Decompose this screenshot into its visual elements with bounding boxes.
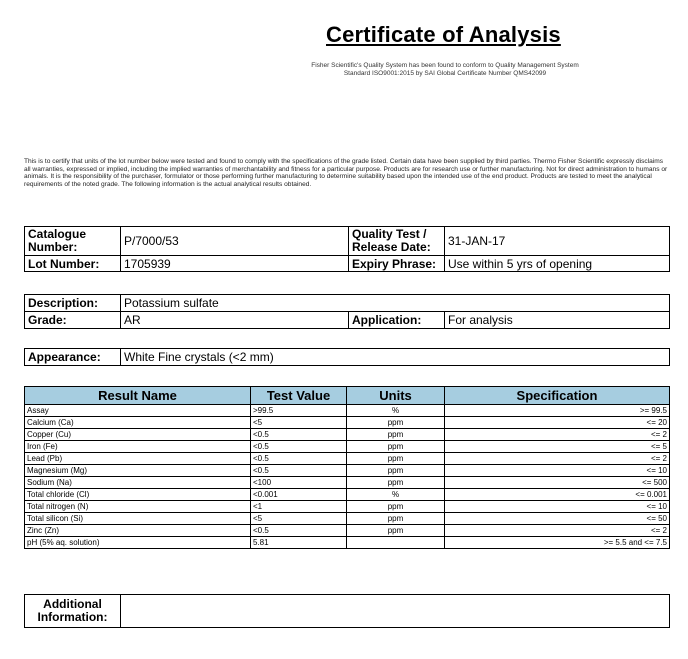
specification: >= 99.5 xyxy=(445,405,670,417)
expiry-phrase-label: Expiry Phrase: xyxy=(349,256,445,272)
lot-number-value: 1705939 xyxy=(121,256,349,272)
result-name: Sodium (Na) xyxy=(25,477,251,489)
result-name: Assay xyxy=(25,405,251,417)
specification: <= 2 xyxy=(445,525,670,537)
test-value: <0.5 xyxy=(251,453,347,465)
table-row xyxy=(25,537,670,549)
test-value: >99.5 xyxy=(251,405,347,417)
specification: <= 500 xyxy=(445,477,670,489)
results-table xyxy=(24,386,670,549)
application-value: For analysis xyxy=(445,312,670,329)
description-label: Description: xyxy=(25,295,121,312)
result-name: Total nitrogen (N) xyxy=(25,501,251,513)
additional-information-table xyxy=(24,594,670,628)
catalogue-number-label: Catalogue Number: xyxy=(25,227,121,256)
test-value-header: Test Value xyxy=(251,387,347,405)
document-title: Certificate of Analysis xyxy=(326,22,561,47)
disclaimer-text: This is to certify that units of the lot number below were tested and found to comply with the specifications of the grade listed. Certain data have been supplied by third parties. Thermo Fisher Scientific expressly disclaims all warranties, expressed or implied, including the implied warranties of merchantability and fitness for a particular purpose. Products are for research use or further manufacturing. Not for direct administration to humans or animals. It is the responsibility of the purchaser, formulator or those performing further manufacturing to determine suitability based upon the intended use of the end product. Products are tested to meet the analytical requirements of the noted grade. The following information is the actual analytical results obtained. xyxy=(24,158,668,188)
result-name: pH (5% aq. solution) xyxy=(25,537,251,549)
specification: <= 2 xyxy=(445,453,670,465)
result-name: Calcium (Ca) xyxy=(25,417,251,429)
test-value: <0.001 xyxy=(251,489,347,501)
units: ppm xyxy=(347,417,445,429)
description-value: Potassium sulfate xyxy=(121,295,670,312)
test-value: <0.5 xyxy=(251,465,347,477)
units: ppm xyxy=(347,453,445,465)
grade-value: AR xyxy=(121,312,349,329)
units: ppm xyxy=(347,501,445,513)
expiry-phrase-value: Use within 5 yrs of opening xyxy=(445,256,670,272)
specification: <= 5 xyxy=(445,441,670,453)
results-header-row xyxy=(25,387,670,405)
specification: >= 5.5 and <= 7.5 xyxy=(445,537,670,549)
units: ppm xyxy=(347,477,445,489)
test-value: <100 xyxy=(251,477,347,489)
units xyxy=(347,537,445,549)
appearance-table xyxy=(24,348,670,366)
appearance-label: Appearance: xyxy=(25,349,121,366)
table-row xyxy=(25,477,670,489)
specification-header: Specification xyxy=(445,387,670,405)
additional-information-value xyxy=(121,595,670,628)
test-value: 5.81 xyxy=(251,537,347,549)
units: ppm xyxy=(347,525,445,537)
units-header: Units xyxy=(347,387,445,405)
result-name: Iron (Fe) xyxy=(25,441,251,453)
units: ppm xyxy=(347,441,445,453)
units: % xyxy=(347,405,445,417)
test-value: <0.5 xyxy=(251,429,347,441)
test-value: <5 xyxy=(251,417,347,429)
table-row xyxy=(25,501,670,513)
appearance-value: White Fine crystals (<2 mm) xyxy=(121,349,670,366)
grade-label: Grade: xyxy=(25,312,121,329)
release-date-value: 31-JAN-17 xyxy=(445,227,670,256)
table-row xyxy=(25,429,670,441)
units: ppm xyxy=(347,465,445,477)
specification: <= 2 xyxy=(445,429,670,441)
specification: <= 0.001 xyxy=(445,489,670,501)
quality-test-label: Quality Test / Release Date: xyxy=(349,227,445,256)
quality-statement: Fisher Scientific's Quality System has been found to conform to Quality Management System Standard ISO9001:2015 by SAI Global Certificate Number QMS42099 xyxy=(311,62,579,77)
units: ppm xyxy=(347,513,445,525)
result-name: Total silicon (Si) xyxy=(25,513,251,525)
table-row xyxy=(25,441,670,453)
table-row xyxy=(25,465,670,477)
result-name: Total chloride (Cl) xyxy=(25,489,251,501)
result-name: Zinc (Zn) xyxy=(25,525,251,537)
table-row xyxy=(25,525,670,537)
result-name: Copper (Cu) xyxy=(25,429,251,441)
result-name: Magnesium (Mg) xyxy=(25,465,251,477)
table-row xyxy=(25,405,670,417)
application-label: Application: xyxy=(349,312,445,329)
specification: <= 10 xyxy=(445,501,670,513)
specification: <= 20 xyxy=(445,417,670,429)
additional-information-label: Additional Information: xyxy=(25,595,121,628)
units: % xyxy=(347,489,445,501)
test-value: <1 xyxy=(251,501,347,513)
result-name-header: Result Name xyxy=(25,387,251,405)
test-value: <0.5 xyxy=(251,525,347,537)
table-row xyxy=(25,513,670,525)
table-row xyxy=(25,489,670,501)
lot-number-label: Lot Number: xyxy=(25,256,121,272)
units: ppm xyxy=(347,429,445,441)
table-row xyxy=(25,417,670,429)
specification: <= 50 xyxy=(445,513,670,525)
test-value: <0.5 xyxy=(251,441,347,453)
table-row xyxy=(25,453,670,465)
description-table xyxy=(24,294,670,329)
product-info-table xyxy=(24,226,670,272)
specification: <= 10 xyxy=(445,465,670,477)
catalogue-number-value: P/7000/53 xyxy=(121,227,349,256)
result-name: Lead (Pb) xyxy=(25,453,251,465)
test-value: <5 xyxy=(251,513,347,525)
